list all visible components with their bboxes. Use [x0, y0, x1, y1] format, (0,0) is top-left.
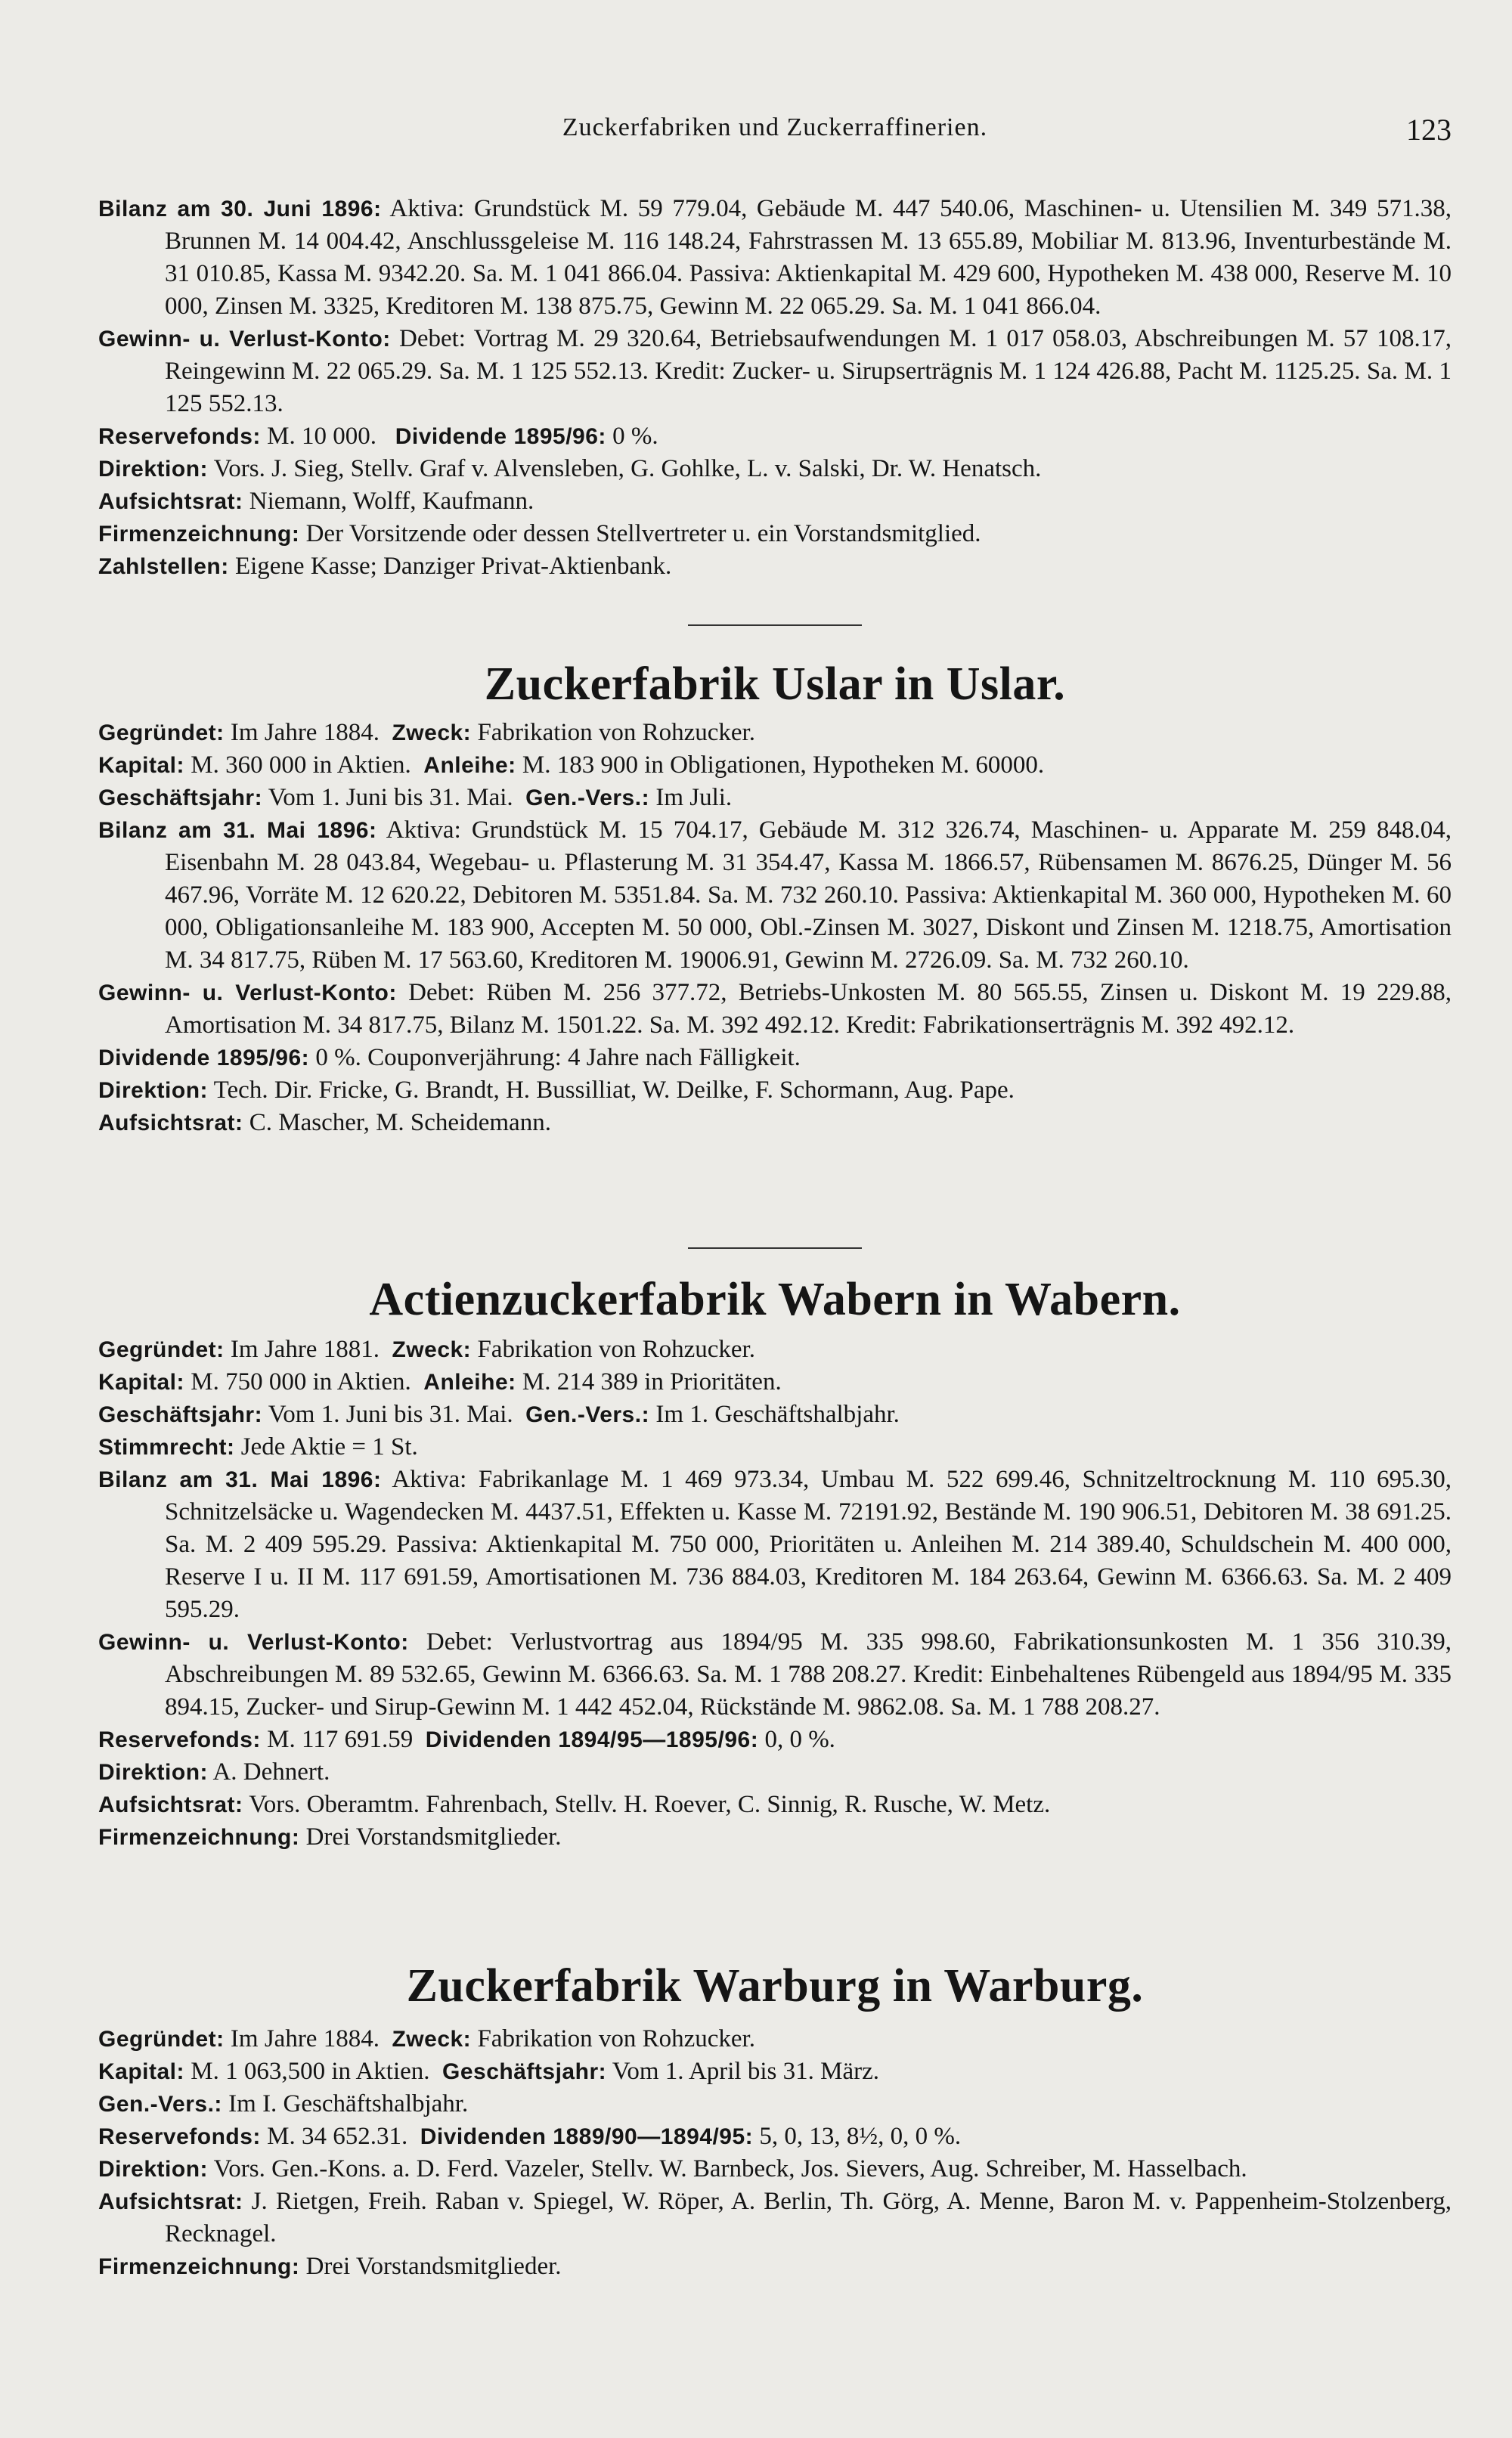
- reserve-text: M. 34 652.31.: [267, 2123, 408, 2150]
- aufsichtsrat-label: Aufsichtsrat:: [98, 1111, 243, 1135]
- direktion-text: A. Dehnert.: [212, 1758, 330, 1786]
- wabern-stimmrecht-entry: [98, 1431, 1452, 1464]
- kapital-label: Kapital:: [98, 2059, 185, 2084]
- zweck-text: Fabrikation von Rohzucker.: [477, 1336, 755, 1363]
- section-divider: [688, 1247, 862, 1249]
- uslar-heading: Zuckerfabrik Uslar in Uslar.: [484, 658, 1066, 710]
- kapital-label: Kapital:: [98, 1370, 185, 1395]
- wabern-reserve-entry: [98, 1724, 1452, 1756]
- direktion-text: Vors. J. Sieg, Stellv. Graf v. Alvensleben, G. Gohlke, L. v. Salski, Dr. W. Henatsch.: [213, 455, 1042, 482]
- wabern-direktion-entry: [98, 1756, 1452, 1789]
- wabern-aufsichtsrat-entry: [98, 1789, 1452, 1821]
- direktion-text: Vors. Gen.-Kons. a. D. Ferd. Vazeler, Stellv. W. Barnbeck, Jos. Sievers, Aug. Schreiber, M. Hasselbach.: [213, 2155, 1247, 2182]
- genvers-text: Im Juli.: [655, 784, 733, 811]
- warburg-direktion-entry: [98, 2153, 1452, 2186]
- firma-text: Drei Vorstandsmitglieder.: [305, 2253, 562, 2280]
- aufsichtsrat-text: Vors. Oberamtm. Fahrenbach, Stellv. H. Roever, C. Sinnig, R. Rusche, W. Metz.: [249, 1791, 1051, 1818]
- dividende-label: Dividende 1895/96:: [395, 424, 606, 449]
- aufsichtsrat-text: C. Mascher, M. Scheidemann.: [249, 1109, 551, 1136]
- reserve-label: Reservefonds:: [98, 1727, 261, 1752]
- warburg-kapital-entry: [98, 2055, 1452, 2088]
- genvers-text: Im 1. Geschäftshalbjahr.: [655, 1401, 900, 1428]
- section-divider: [688, 624, 862, 626]
- warburg-block: [98, 1958, 1452, 2283]
- firma-label: Firmenzeichnung:: [98, 2254, 300, 2279]
- reserve-label: Reservefonds:: [98, 2124, 261, 2149]
- zweck-label: Zweck:: [392, 1337, 472, 1362]
- kapital-label: Kapital:: [98, 753, 185, 778]
- uslar-kapital-entry: [98, 749, 1452, 782]
- warburg-aufsichtsrat-entry: [98, 2186, 1452, 2251]
- anleihe-label: Anleihe:: [423, 753, 516, 778]
- dividende-text: 0 %. Couponverjährung: 4 Jahre nach Fälligkeit.: [315, 1044, 801, 1071]
- uslar-dividende-entry: [98, 1042, 1452, 1074]
- bilanz-label: Bilanz am 31. Mai 1896:: [98, 818, 377, 843]
- gewinn-text: Debet: Verlustvortrag aus 1894/95 M. 335 998.60, Fabrikationsunkosten M. 1 356 310.39, Abschreibungen M. 89 532.65, Gewinn M. 6366.63. Sa. M. 1 788 208.27. Kredit: Einbehaltenes Rübengeld aus 1894/95 M. 335 894.15, Zucker- und Sirup-Gewinn M. 1 442 452.04, Rückstände M. 9862.08. Sa. M. 1 788 208.27.: [165, 1628, 1452, 1721]
- bilanz-text: Aktiva: Fabrikanlage M. 1 469 973.34, Umbau M. 522 699.46, Schnitzeltrocknung M. 110 695.30, Schnitzelsäcke u. Wagendecken M. 4437.51, Effekten u. Kasse M. 72191.92, Bestände M. 190 906.51, Debitoren M. 38 691.25. Sa. M. 2 409 595.29. Passiva: Aktienkapital M. 750 000, Prioritäten u. Anleihen M. 214 389.40, Schuldschein M. 400 000, Reserve I u. II M. 117 691.59, Amortisationen M. 736 884.03, Kreditoren M. 184 263.64, Gewinn M. 6366.63. Sa. M. 2 409 595.29.: [165, 1466, 1452, 1623]
- geschaeftsjahr-label: Geschäftsjahr:: [442, 2059, 607, 2084]
- direktion-label: Direktion:: [98, 457, 209, 482]
- aufsichtsrat-text: Niemann, Wolff, Kaufmann.: [249, 488, 534, 515]
- bilanz-text: Aktiva: Grundstück M. 59 779.04, Gebäude M. 447 540.06, Maschinen- u. Utensilien M. 349 571.38, Brunnen M. 14 004.42, Anschlussgeleise M. 116 148.24, Fahrstrassen M. 13 655.89, Mobiliar M. 813.96, Inventurbestände M. 31 010.85, Kassa M. 9342.20. Sa. M. 1 041 866.04. Passiva: Aktienkapital M. 429 600, Hypotheken M. 438 000, Reserve M. 10 000, Zinsen M. 3325, Kreditoren M. 138 875.75, Gewinn M. 22 065.29. Sa. M. 1 041 866.04.: [165, 195, 1452, 320]
- geschaeftsjahr-text: Vom 1. April bis 31. März.: [612, 2058, 879, 2085]
- reserve-text: M. 117 691.59: [267, 1726, 414, 1753]
- dividenden-text: 0, 0 %.: [764, 1726, 835, 1753]
- bilanz-label: Bilanz am 31. Mai 1896:: [98, 1467, 382, 1492]
- anleihe-label: Anleihe:: [423, 1370, 516, 1395]
- wabern-geschaeftsjahr-entry: [98, 1399, 1452, 1431]
- wabern-heading: Actienzuckerfabrik Wabern in Wabern.: [369, 1274, 1181, 1325]
- stimmrecht-label: Stimmrecht:: [98, 1435, 235, 1460]
- zweck-label: Zweck:: [392, 2027, 472, 2052]
- geschaeftsjahr-text: Vom 1. Juni bis 31. Mai.: [268, 1401, 513, 1428]
- genvers-label: Gen.-Vers.:: [98, 2092, 222, 2117]
- dividenden-label: Dividenden 1889/90—1894/95:: [420, 2124, 754, 2149]
- wabern-firma-entry: [98, 1821, 1452, 1854]
- gegruendet-label: Gegründet:: [98, 720, 225, 745]
- anleihe-text: M. 183 900 in Obligationen, Hypotheken M. 60000.: [522, 751, 1045, 779]
- firma-text: Drei Vorstandsmitglieder.: [305, 1823, 562, 1851]
- warburg-gegruendet-entry: [98, 2023, 1452, 2055]
- warburg-heading: Zuckerfabrik Warburg in Warburg.: [406, 1960, 1144, 2012]
- reserve-label: Reservefonds:: [98, 424, 261, 449]
- warburg-reserve-entry: [98, 2120, 1452, 2153]
- direktion-entry: [98, 453, 1452, 485]
- aufsichtsrat-label: Aufsichtsrat:: [98, 2189, 243, 2214]
- zahlstellen-label: Zahlstellen:: [98, 554, 229, 579]
- warburg-genvers-entry: [98, 2088, 1452, 2120]
- zahlstellen-text: Eigene Kasse; Danziger Privat-Aktienbank.: [234, 553, 672, 580]
- gegruendet-label: Gegründet:: [98, 2027, 225, 2052]
- aufsichtsrat-label: Aufsichtsrat:: [98, 489, 243, 514]
- bilanz-entry: [98, 193, 1452, 323]
- aufsichtsrat-text: J. Rietgen, Freih. Raban v. Spiegel, W. Röper, A. Berlin, Th. Görg, A. Menne, Baron M. v. Pappenheim-Stolzenberg, Recknagel.: [165, 2188, 1452, 2247]
- gewinn-label: Gewinn- u. Verlust-Konto:: [98, 1630, 409, 1655]
- firma-label: Firmenzeichnung:: [98, 1825, 300, 1850]
- warburg-firma-entry: [98, 2251, 1452, 2283]
- geschaeftsjahr-label: Geschäftsjahr:: [98, 785, 263, 810]
- uslar-block: [98, 624, 1452, 1139]
- zweck-text: Fabrikation von Rohzucker.: [477, 719, 755, 746]
- direktion-label: Direktion:: [98, 1078, 209, 1103]
- gewinn-label: Gewinn- u. Verlust-Konto:: [98, 980, 397, 1005]
- gegruendet-text: Im Jahre 1881.: [230, 1336, 380, 1363]
- kapital-text: M. 1 063,500 in Aktien.: [191, 2058, 430, 2085]
- firma-text: Der Vorsitzende oder dessen Stellvertreter u. ein Vorstandsmitglied.: [305, 520, 981, 547]
- previous-company-block: [98, 193, 1452, 583]
- firma-label: Firmenzeichnung:: [98, 522, 300, 547]
- wabern-gegruendet-entry: [98, 1334, 1452, 1366]
- kapital-text: M. 750 000 in Aktien.: [191, 1368, 411, 1396]
- gewinn-text: Debet: Vortrag M. 29 320.64, Betriebsaufwendungen M. 1 017 058.03, Abschreibungen M. 57 108.17, Reingewinn M. 22 065.29. Sa. M. 1 125 552.13. Kredit: Zucker- u. Sirupserträgnis M. 1 124 426.88, Pacht M. 1125.25. Sa. M. 1 125 552.13.: [165, 325, 1452, 417]
- gewinn-text: Debet: Rüben M. 256 377.72, Betriebs-Unkosten M. 80 565.55, Zinsen u. Diskont M. 19 229.88, Amortisation M. 34 817.75, Bilanz M. 1501.22. Sa. M. 392 492.12. Kredit: Fabrikationserträgnis M. 392 492.12.: [165, 979, 1452, 1039]
- geschaeftsjahr-text: Vom 1. Juni bis 31. Mai.: [268, 784, 513, 811]
- uslar-aufsichtsrat-entry: [98, 1107, 1452, 1139]
- gewinn-label: Gewinn- u. Verlust-Konto:: [98, 327, 391, 352]
- uslar-direktion-entry: [98, 1074, 1452, 1107]
- gegruendet-label: Gegründet:: [98, 1337, 225, 1362]
- running-head: [98, 113, 1452, 151]
- uslar-geschaeftsjahr-entry: [98, 782, 1452, 814]
- direktion-text: Tech. Dir. Fricke, G. Brandt, H. Bussilliat, W. Deilke, F. Schormann, Aug. Pape.: [213, 1076, 1015, 1104]
- firma-entry: [98, 518, 1452, 550]
- dividende-text: 0 %.: [612, 423, 658, 450]
- aufsichtsrat-entry: [98, 485, 1452, 518]
- geschaeftsjahr-label: Geschäftsjahr:: [98, 1402, 263, 1427]
- gegruendet-text: Im Jahre 1884.: [230, 2025, 380, 2052]
- direktion-label: Direktion:: [98, 1760, 209, 1785]
- direktion-label: Direktion:: [98, 2157, 209, 2182]
- dividenden-text: 5, 0, 13, 8½, 0, 0 %.: [759, 2123, 962, 2150]
- uslar-gegruendet-entry: [98, 717, 1452, 749]
- wabern-kapital-entry: [98, 1366, 1452, 1399]
- wabern-gewinn-entry: [98, 1626, 1452, 1724]
- wabern-block: [98, 1247, 1452, 1854]
- aufsichtsrat-label: Aufsichtsrat:: [98, 1792, 243, 1817]
- gegruendet-text: Im Jahre 1884.: [230, 719, 380, 746]
- wabern-bilanz-entry: [98, 1464, 1452, 1626]
- dividenden-label: Dividenden 1894/95—1895/96:: [425, 1727, 759, 1752]
- zweck-text: Fabrikation von Rohzucker.: [477, 2025, 755, 2052]
- genvers-text: Im I. Geschäftshalbjahr.: [228, 2090, 469, 2117]
- kapital-text: M. 360 000 in Aktien.: [191, 751, 411, 779]
- genvers-label: Gen.-Vers.:: [525, 785, 650, 810]
- reserve-text: M. 10 000.: [267, 423, 376, 450]
- dividende-label: Dividende 1895/96:: [98, 1046, 310, 1070]
- bilanz-label: Bilanz am 30. Juni 1896:: [98, 197, 382, 221]
- uslar-gewinn-entry: [98, 977, 1452, 1042]
- bilanz-text: Aktiva: Grundstück M. 15 704.17, Gebäude M. 312 326.74, Maschinen- u. Apparate M. 259 848.04, Eisenbahn M. 28 043.84, Wegebau- u. Pflasterung M. 31 354.47, Kassa M. 1866.57, Rübensamen M. 8676.25, Dünger M. 56 467.96, Vorräte M. 12 620.22, Debitoren M. 5351.84. Sa. M. 732 260.10. Passiva: Aktienkapital M. 360 000, Hypotheken M. 60 000, Obligationsanleihe M. 183 900, Accepten M. 50 000, Obl.-Zinsen M. 3027, Diskont und Zinsen M. 1218.75, Amortisation M. 34 817.75, Rüben M. 17 563.60, Kreditoren M. 19006.91, Gewinn M. 2726.09. Sa. M. 732 260.10.: [165, 816, 1452, 974]
- gewinn-entry: [98, 323, 1452, 420]
- stimmrecht-text: Jede Aktie = 1 St.: [240, 1433, 418, 1461]
- zahlstellen-entry: [98, 550, 1452, 583]
- anleihe-text: M. 214 389 in Prioritäten.: [522, 1368, 782, 1396]
- running-title: Zuckerfabriken und Zuckerraffinerien.: [562, 113, 988, 141]
- zweck-label: Zweck:: [392, 720, 472, 745]
- genvers-label: Gen.-Vers.:: [525, 1402, 650, 1427]
- page-number: 123: [1406, 113, 1452, 147]
- reserve-dividende-entry: [98, 420, 1452, 453]
- uslar-bilanz-entry: [98, 814, 1452, 977]
